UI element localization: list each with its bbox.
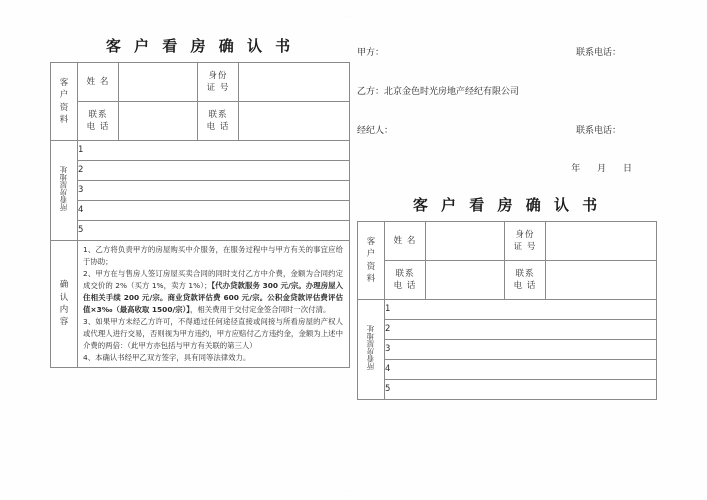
contact2-input-right[interactable] bbox=[546, 261, 657, 300]
address-row-5-right[interactable]: 5 bbox=[385, 380, 657, 400]
clause-list-left bbox=[78, 241, 349, 367]
side-label-char: 客 bbox=[59, 77, 69, 88]
side-label-customer-left bbox=[51, 63, 78, 141]
clause-1: 1、乙方将负责甲方的房屋购买中介服务，在服务过程中与甲方有关的事宜应给于协助； bbox=[83, 245, 343, 266]
side-label-char: 内 bbox=[59, 304, 69, 315]
party-a-phone-label: 联系电话： bbox=[576, 48, 622, 58]
table-row bbox=[358, 300, 657, 320]
agent-line bbox=[357, 123, 657, 139]
address-row-1-left[interactable]: 1 bbox=[78, 141, 350, 161]
clause-3: 3、如果甲方未经乙方许可，不得通过任何途径直接或间接与所看房屋的产权人或代理人进行交易，否则视为甲方违约，甲方应赔付乙方违约金，金额为上述中介费的两倍：（此甲方亦包括与甲方有关联的第三人） bbox=[83, 316, 343, 350]
id-input-left[interactable] bbox=[239, 63, 350, 102]
page-title-right: 客 户 看 房 确 认 书 bbox=[412, 196, 602, 214]
table-row bbox=[51, 201, 350, 221]
name-label-right: 姓 名 bbox=[385, 222, 426, 261]
customer-form-table-left bbox=[50, 62, 350, 368]
name-label-left: 姓 名 bbox=[78, 63, 119, 102]
table-row bbox=[358, 360, 657, 380]
side-label-char: 料 bbox=[59, 114, 69, 125]
agent-phone-label: 联系电话： bbox=[576, 126, 622, 136]
side-label-char: 认 bbox=[59, 292, 69, 303]
side-label-char: 资 bbox=[366, 261, 376, 272]
contact-input-right[interactable] bbox=[426, 261, 505, 300]
right-column bbox=[357, 0, 657, 400]
left-column bbox=[50, 0, 350, 368]
clause-2: 2、甲方在与售房人签订房屋买卖合同的同时支付乙方中介费，金额为合同约定成交价的 2%（买方 1%，卖方 1%）；【代办贷款服务 300 元/宗。办理房屋入住相关手续 200 元/宗。商业贷款评估费 600 元/宗。公积金贷款评估费评估值×3‰（最高收取 1500/宗）】，相关费用于交付定金签合同时一次付清。 bbox=[83, 268, 343, 314]
side-label-char: 户 bbox=[366, 249, 376, 260]
table-row bbox=[51, 221, 350, 241]
contact-label-right: 联系 电 话 bbox=[385, 261, 426, 300]
agent-label: 经纪人： bbox=[357, 126, 394, 136]
address-row-3-right[interactable]: 3 bbox=[385, 340, 657, 360]
table-row bbox=[358, 340, 657, 360]
clause-4: 4、本确认书经甲乙双方签字，具有同等法律效力。 bbox=[83, 352, 251, 362]
table-row bbox=[51, 161, 350, 181]
contact2-input-left[interactable] bbox=[239, 102, 350, 141]
table-row bbox=[51, 141, 350, 161]
address-row-2-right[interactable]: 2 bbox=[385, 320, 657, 340]
id-label-right: 身份 证 号 bbox=[505, 222, 546, 261]
name-input-left[interactable] bbox=[119, 63, 198, 102]
address-row-3-left[interactable]: 3 bbox=[78, 181, 350, 201]
address-row-4-right[interactable]: 4 bbox=[385, 360, 657, 380]
side-label-char: 料 bbox=[366, 273, 376, 284]
contact-input-left[interactable] bbox=[119, 102, 198, 141]
id-label-left: 身份 证 号 bbox=[198, 63, 239, 102]
address-row-2-left[interactable]: 2 bbox=[78, 161, 350, 181]
clause-2-bold: 【代办贷款服务 300 元/宗。办理房屋入住相关手续 200 元/宗。商业贷款评估费 600 元/宗。公积金贷款评估费评估值×3‰（最高收取 1500/宗）】 bbox=[83, 280, 343, 314]
id-input-right[interactable] bbox=[546, 222, 657, 261]
table-row bbox=[51, 241, 350, 368]
customer-form-table-right bbox=[357, 221, 657, 400]
address-row-1-right[interactable]: 1 bbox=[385, 300, 657, 320]
address-row-5-left[interactable]: 5 bbox=[78, 221, 350, 241]
contact2-label-right: 联系 电 话 bbox=[505, 261, 546, 300]
party-b-label: 乙方：北京金色时光房地产经纪有限公司 bbox=[357, 87, 520, 97]
contact-label-left: 联系 电 话 bbox=[78, 102, 119, 141]
signature-block bbox=[357, 45, 657, 174]
side-label-customer-right bbox=[358, 222, 385, 300]
side-label-char: 容 bbox=[59, 317, 69, 328]
table-row bbox=[51, 181, 350, 201]
scan-artifact-bottom: ··· bbox=[345, 488, 353, 494]
scan-artifact-top: ···· bbox=[345, 14, 356, 20]
side-label-char: 确 bbox=[59, 280, 69, 291]
side-label-char: 客 bbox=[366, 236, 376, 247]
side-label-char: 资 bbox=[59, 102, 69, 113]
party-a-line bbox=[357, 45, 657, 61]
side-label-address-right: 所看房屋地址 bbox=[358, 300, 385, 400]
side-label-char: 户 bbox=[59, 90, 69, 101]
party-b-line bbox=[357, 84, 657, 100]
contact2-label-left: 联系 电 话 bbox=[198, 102, 239, 141]
clause-2-tail: ，相关费用于交付定金签合同时一次付清。 bbox=[189, 304, 331, 314]
side-label-address-left: 所看房屋地址 bbox=[51, 141, 78, 241]
table-row bbox=[358, 380, 657, 400]
table-row bbox=[358, 320, 657, 340]
address-row-4-left[interactable]: 4 bbox=[78, 201, 350, 221]
side-label-confirmation-left bbox=[51, 241, 78, 368]
party-a-label: 甲方： bbox=[357, 48, 385, 58]
name-input-right[interactable] bbox=[426, 222, 505, 261]
confirmation-content-cell-left bbox=[78, 241, 350, 368]
date-label: 年 月 日 bbox=[571, 164, 639, 174]
page-title-left: 客 户 看 房 确 认 书 bbox=[105, 37, 295, 55]
